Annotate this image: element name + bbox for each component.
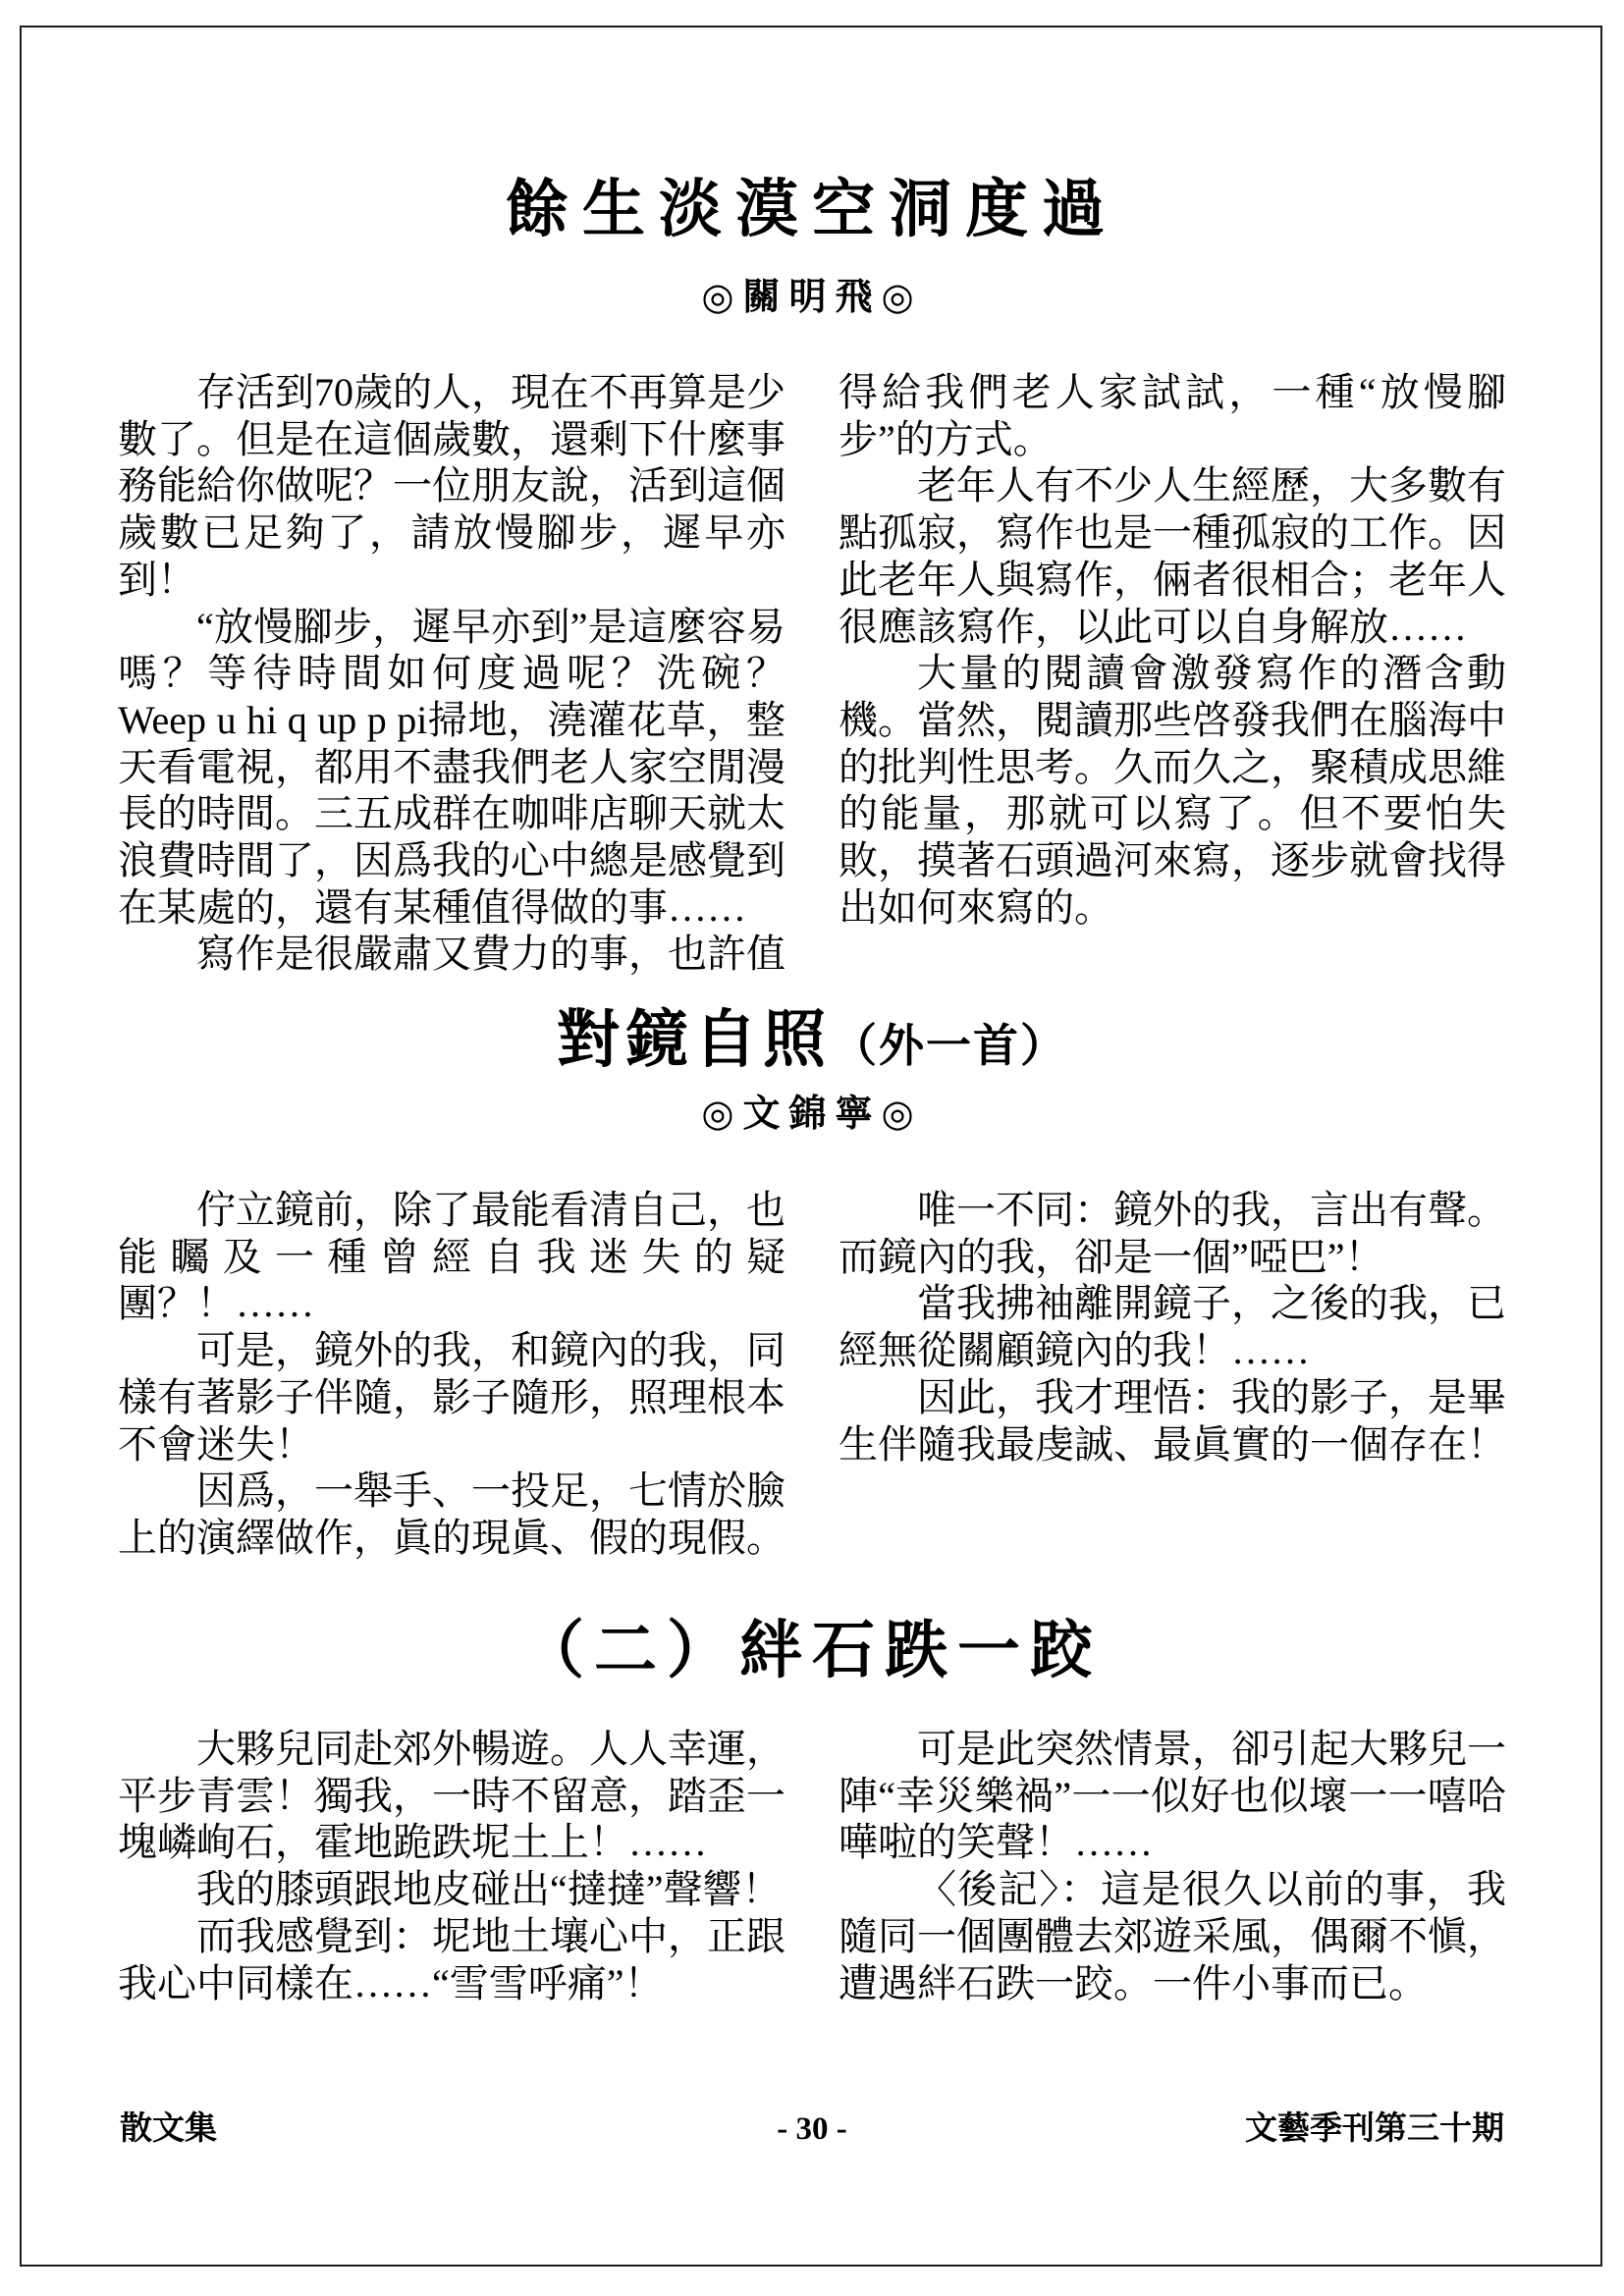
footer-journal-title: 文藝季刊第三十期 [1245, 2111, 1504, 2147]
article-3-body [118, 1726, 1506, 2006]
paragraph: 當我拂袖離開鏡子，之後的我，已經無從關顧鏡內的我！…… [839, 1281, 1506, 1373]
footer-book-title: 散文集 [120, 2111, 217, 2147]
article-3-column-right [839, 1726, 1506, 2006]
paragraph: 大量的閱讀會激發寫作的潛含動機。當然，閱讀那些啓發我們在腦海中的批判性思考。久而久之，聚積成思維的能量，那就可以寫了。但不要怕失敗，摸著石頭過河來寫，逐步就會找得出如何來寫的。 [839, 651, 1506, 930]
paragraph: 唯一不同：鏡外的我，言出有聲。而鏡內的我，卻是一個”啞巴”！ [839, 1188, 1506, 1279]
paragraph: 因爲，一舉手、一投足，七情於臉上的演繹做作，眞的現眞、假的現假。 [118, 1468, 785, 1560]
paragraph: 存活到70歲的人，現在不再算是少數了。但是在這個歲數，還剩下什麼事務能給你做呢？一位朋友說，活到這個歲數已足夠了，請放慢腳步，遲早亦到！ [118, 370, 785, 602]
article-2-title-suffix: （外一首） [832, 1021, 1067, 1071]
article-1-body [118, 369, 1506, 978]
paragraph: 可是，鏡外的我，和鏡內的我，同樣有著影子伴隨，影子隨形，照理根本不會迷失！ [118, 1328, 785, 1467]
paragraph: 佇立鏡前，除了最能看清自己，也能矚及一種曾經自我迷失的疑團？！…… [118, 1188, 785, 1326]
article-2-column-right [839, 1187, 1506, 1562]
article-2-title [0, 1005, 1624, 1075]
paragraph: 而我感覺到：坭地土壤心中，正跟我心中同樣在……“雪雪呼痛”！ [118, 1913, 785, 2005]
paragraph: “放慢腳步，遲早亦到”是這麼容易嗎？等待時間如何度過呢？洗碗？Weep u hi q up p pi掃地，澆灌花草，整天看電視，都用不盡我們老人家空閒漫長的時間。三五成群在咖啡店聊天就太浪費時間了，因爲我的心中總是感覺到在某處的，還有某種值得做的事…… [118, 604, 785, 930]
paragraph: 我的膝頭跟地皮碰出“撻撻”聲響！ [196, 1867, 782, 1912]
article-2-column-left [118, 1187, 785, 1562]
article-2-body [118, 1187, 1506, 1562]
article-1-author: ◎關明飛◎ [701, 277, 923, 318]
article-2-author: ◎文錦寧◎ [701, 1094, 923, 1135]
article-3-column-left [118, 1726, 785, 2006]
article-2-title-main: 對鏡自照 [557, 1005, 832, 1075]
paragraph: 可是此突然情景，卻引起大夥兒一陣“幸災樂禍”一一似好也似壞一一嘻哈嘩啦的笑聲！…… [839, 1727, 1506, 1865]
paragraph: 寫作是很嚴肅又費力的事，也許值 [196, 932, 785, 977]
paragraph: 大夥兒同赴郊外暢遊。人人幸運，平步青雲！獨我，一時不留意，踏歪一塊嶙峋石，霍地跪跌坭土上！…… [118, 1727, 785, 1865]
paragraph: 〈後記〉：這是很久以前的事，我隨同一個團體去郊遊采風，偶爾不愼，遭遇絆石跌一跤。一件小事而已。 [839, 1867, 1506, 2005]
article-3-title: （二）絆石跌一跤 [521, 1616, 1103, 1685]
article-1-column-right [839, 369, 1506, 978]
paragraph: 因此，我才理悟：我的影子，是畢生伴隨我最虔誠、最眞實的一個存在！ [839, 1374, 1506, 1467]
paragraph: 得給我們老人家試試，一種“放慢腳步”的方式。 [839, 370, 1506, 461]
article-1-column-left [118, 369, 785, 978]
article-1-title: 餘生淡漠空洞度過 [506, 175, 1118, 244]
paragraph: 老年人有不少人生經歷，大多數有點孤寂，寫作也是一種孤寂的工作。因此老年人與寫作，倆者很相合；老年人很應該寫作，以此可以自身解放…… [839, 463, 1506, 649]
footer-page-number: - 30 - [777, 2111, 847, 2147]
